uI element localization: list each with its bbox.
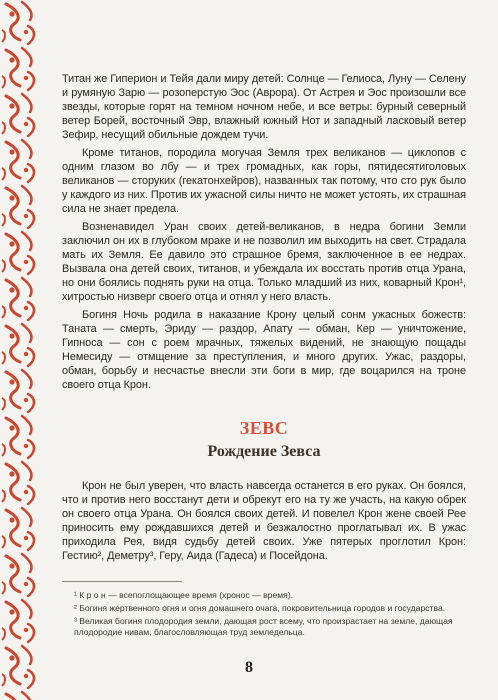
paragraph: Кроме титанов, породила могучая Земля трех великанов — циклопов с одним глазом во лбу — и трех громадных, как горы, пятидесятиголовых великанов — сторуких (гекатонхейров), названных так потому, что сто рук было у каждого из них. Против их ужасной силы ничто не может устоять, их страшная сила не знает предела. [62,147,466,215]
page-number: 8 [245,659,253,676]
footnote-divider [62,581,182,582]
ornament-icon [0,0,40,700]
paragraph: Возненавидел Уран своих детей-великанов, в недра богини Земли заключил он их в глубоком мраке и не позволил им выходить на свет. Страдала мать их Земля. Ее давило это страшное бремя, заключенное в ее недрах. Вызвала она детей своих, титанов, и убеждала их восстать против отца Урана, но они боялись поднять руки на отца. Только младший из них, коварный Крон¹, хитростью низверг своего отца и отнял у него власть. [62,221,466,303]
section-subtitle: Рождение Зевса [207,443,321,460]
footnote: ¹ К р о н — всепоглощающее время (хронос — время). [74,590,294,600]
footnote: ³ Великая богиня плодородия земли, дающая рост всему, что произрастает на земле, дающая плодородие нивам, благословляющая труд земледельца. [74,616,453,637]
paragraph: Титан же Гиперион и Тейя дали миру детей: Солнце — Гелиоса, Луну — Селену и румяную Зарю — розоперстую Эос (Аврора). От Астрея и Эос произошли все звезды, которые горят на темном ночном небе, и все ветры: бурный северный ветер Борей, восточный Эвр, влажный южный Нот и западный ласковый ветер Зефир, несущий обильные дождем тучи. [62,73,466,141]
ornamental-border [0,0,40,700]
paragraph: Богиня Ночь родила в наказание Крону целый сонм ужасных божеств: Таната — смерть, Эриду — раздор, Апату — обман, Кер — уничтожение, Гипноса — сон с роем мрачных, тяжелых видений, не знающую пощады Немесиду — отмщение за преступления, и много других. Ужас, раздоры, обман, борьбу и несчастье внесли эти боги в мир, где воцарился на троне своего отца Крон. [62,309,466,391]
section-title: ЗЕВС [239,418,289,438]
footnote: ² Богиня жертвенного огня и огня домашнего очага, покровительница городов и государства. [74,603,446,613]
page-content [62,72,466,638]
paragraph: Крон не был уверен, что власть навсегда останется в его руках. Он боялся, что и против него восстанут дети и обрекут его на ту же участь, на какую обрек он своего отца Урана. Он боялся своих детей. И повелел Крон жене своей Рее приносить ему рождавшихся детей и безжалостно проглатывал их. В ужас приходила Рея, видя судьбу детей своих. Уже пятерых проглотил Крон: Гестию², Деметру³, Геру, Аида (Гадеса) и Посейдона. [62,480,466,562]
